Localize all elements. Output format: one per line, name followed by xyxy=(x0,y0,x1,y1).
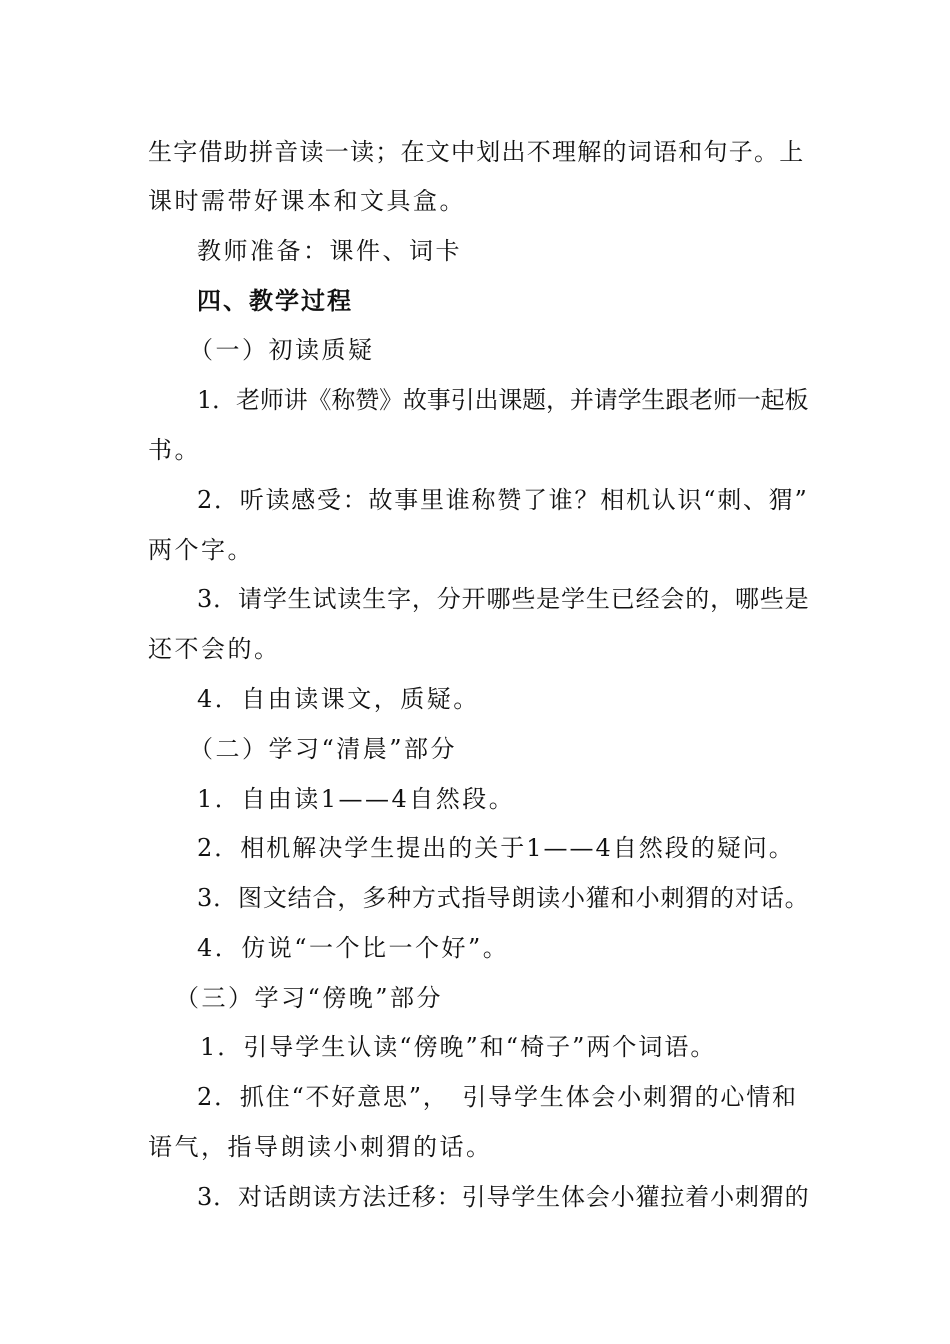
list-item: 3．请学生试读生字，分开哪些是学生已经会的，哪些是 xyxy=(197,585,810,613)
list-item: 2．听读感受：故事里谁称赞了谁？相机认识“刺、猬” xyxy=(197,486,809,514)
section-heading: 四、教学过程 xyxy=(197,286,353,315)
subsection-heading: （三）学习“傍晚”部分 xyxy=(175,984,444,1012)
list-item: 4．仿说“一个比一个好”。 xyxy=(197,934,510,962)
body-text-line: 课时需带好课本和文具盒。 xyxy=(148,187,466,215)
list-item: 4．自由读课文，质疑。 xyxy=(197,685,480,713)
list-item: 1．老师讲《称赞》故事引出课题，并请学生跟老师一起板 xyxy=(197,386,809,414)
list-item-continuation: 两个字。 xyxy=(148,536,254,564)
list-item: 2．相机解决学生提出的关于1——4自然段的疑问。 xyxy=(197,834,795,862)
list-item: 1．自由读1——4自然段。 xyxy=(197,785,516,813)
subsection-heading: （二）学习“清晨”部分 xyxy=(189,735,458,763)
subsection-heading: （一）初读质疑 xyxy=(189,336,375,364)
list-item: 2．抓住“不好意思”， 引导学生体会小刺猬的心情和 xyxy=(197,1083,798,1111)
list-item-continuation: 还不会的。 xyxy=(148,635,281,663)
body-text-line: 生字借助拼音读一读；在文中划出不理解的词语和句子。上 xyxy=(148,138,805,166)
list-item-continuation: 书。 xyxy=(148,436,201,464)
list-item: 3．图文结合，多种方式指导朗读小獾和小刺猬的对话。 xyxy=(197,884,810,912)
list-item: 1．引导学生认读“傍晚”和“椅子”两个词语。 xyxy=(200,1033,717,1061)
list-item: 3．对话朗读方法迁移：引导学生体会小獾拉着小刺猬的 xyxy=(197,1183,810,1211)
list-item-continuation: 语气，指导朗读小刺猬的话。 xyxy=(148,1133,493,1161)
teacher-prep-line: 教师准备：课件、词卡 xyxy=(197,237,462,265)
